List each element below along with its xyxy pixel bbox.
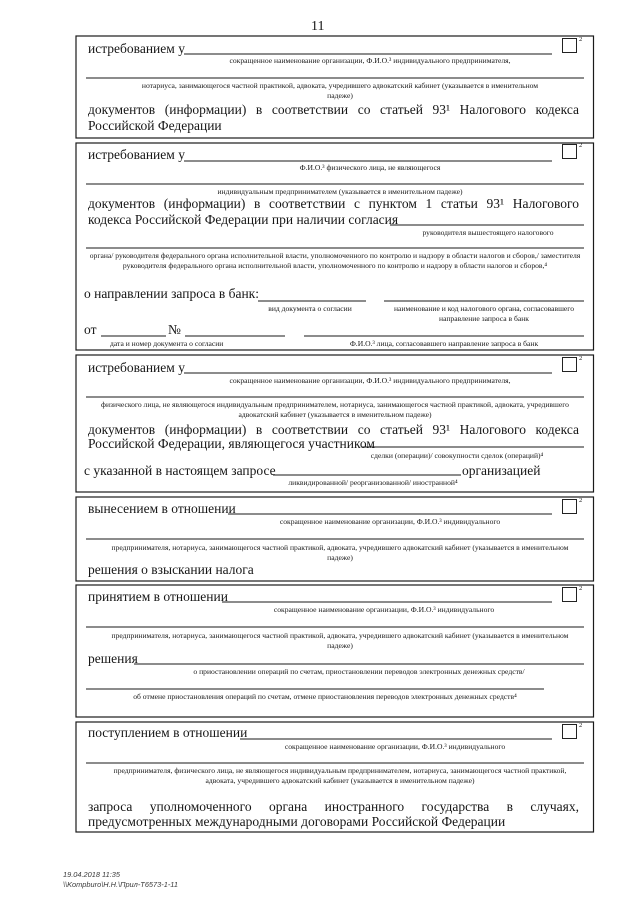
field-hint: предпринимателя, нотариуса, занимающегося частной практикой, адвоката, учредившего адвокатский кабинет (указывается в именительном падеже) xyxy=(111,631,569,650)
body-text: Российской Федерации, являющегося участником xyxy=(88,436,375,451)
field-hint: ликвидированной/ реорганизованной/ иностранной⁴ xyxy=(288,478,458,487)
field-hint: вид документа о согласии xyxy=(268,304,352,313)
field-hint: сокращенное наименование организации, Ф.И.О.³ индивидуального предпринимателя, xyxy=(229,56,511,65)
section-6-checkbox[interactable] xyxy=(562,724,577,739)
body-text: решения о взыскании налога xyxy=(88,562,254,577)
body-text: предусмотренных международными договорами Российской Федерации xyxy=(88,814,506,829)
body-text: документов (информации) в соответствии со статьей 93¹ Налогового кодекса xyxy=(88,102,579,117)
page-number: 11 xyxy=(311,19,325,34)
field-hint: о приостановлении операций по счетам, приостановлении переводов электронных денежных средств/ xyxy=(193,667,525,676)
body-text: документов (информации) в соответствии с пунктом 1 статьи 93¹ Налогового xyxy=(88,196,579,211)
field-hint: органа/ руководителя федерального органа исполнительной власти, уполномоченного по контролю и надзору в области налогов и сборов,/ заместителя руководителя федерального органа исполнительной власти, уполномоченного по контролю и надзору в области налогов и сборов,⁴ xyxy=(89,251,581,270)
section-1-checkbox[interactable] xyxy=(562,38,577,53)
checkbox-footnote: 2 xyxy=(579,142,583,149)
body-text: с указанной в настоящем запросе xyxy=(84,463,276,478)
field-hint: сокращенное наименование организации, Ф.И.О.³ индивидуального xyxy=(279,517,501,526)
field-hint: предпринимателя, физического лица, не являющегося индивидуальным предпринимателем, нотариуса, занимающегося частной практикой, адвоката, учредившего адвокатский кабинет (указывается в именительном падеже) xyxy=(113,766,567,785)
body-text: организацией xyxy=(462,463,541,478)
section-label: истребованием у xyxy=(88,360,185,375)
section-2-checkbox[interactable] xyxy=(562,144,577,159)
field-hint: сокращенное наименование организации, Ф.И.О.³ индивидуального xyxy=(273,605,495,614)
field-hint: сокращенное наименование организации, Ф.И.О.³ индивидуального предпринимателя, xyxy=(229,376,511,385)
field-hint: предпринимателя, нотариуса, занимающегося частной практикой, адвоката, учредившего адвокатский кабинет (указывается в именительном падеже) xyxy=(111,543,569,562)
checkbox-footnote: 2 xyxy=(579,355,583,362)
checkbox-footnote: 2 xyxy=(579,497,583,504)
field-hint: индивидуальным предпринимателем (указывается в именительном падеже) xyxy=(217,187,463,196)
field-hint: руководителя вышестоящего налогового xyxy=(422,228,554,237)
field-hint: об отмене приостановления операций по счетам, отмене приостановления переводов электронных денежных средств⁴ xyxy=(133,692,517,701)
body-text: запроса уполномоченного органа иностранного государства в случаях, xyxy=(88,799,579,814)
section-4-checkbox[interactable] xyxy=(562,499,577,514)
checkbox-footnote: 2 xyxy=(579,585,583,592)
section-label: истребованием у xyxy=(88,41,185,56)
field-hint: нотариуса, занимающегося частной практикой, адвоката, учредившего адвокатский кабинет (указывается в именительном падеже) xyxy=(141,81,539,100)
section-5-checkbox[interactable] xyxy=(562,587,577,602)
section-label: поступлением в отношении xyxy=(88,725,248,740)
body-text: решения xyxy=(88,651,138,666)
field-hint: Ф.И.О.³ физического лица, не являющегося xyxy=(299,163,441,172)
body-text: документов (информации) в соответствии со статьей 93¹ Налогового кодекса xyxy=(88,422,579,437)
body-text: кодекса Российской Федерации при наличии согласия xyxy=(88,212,399,227)
section-label: вынесением в отношении xyxy=(88,501,236,516)
field-hint: сокращенное наименование организации, Ф.И.О.³ индивидуального xyxy=(284,742,506,751)
checkbox-footnote: 2 xyxy=(579,36,583,43)
from-label: от xyxy=(84,322,97,337)
field-hint: наименование и код налогового органа, согласовавшего направление запроса в банк xyxy=(393,304,575,323)
section-label: принятием в отношении xyxy=(88,589,228,604)
section-label: истребованием у xyxy=(88,147,185,162)
field-hint: физического лица, не являющегося индивидуальным предпринимателем, нотариуса, занимающегося частной практикой, адвоката, учредившего адвокатский кабинет (указывается в именительном падеже) xyxy=(101,400,569,419)
field-hint: сделки (операции)/ совокупности сделок (операций)⁴ xyxy=(370,451,544,460)
body-text: Российской Федерации xyxy=(88,118,222,133)
number-label: № xyxy=(168,322,181,337)
field-hint: Ф.И.О.³ лица, согласовавшего направление запроса в банк xyxy=(349,339,539,348)
bank-request-label: о направлении запроса в банк: xyxy=(84,286,259,301)
checkbox-footnote: 2 xyxy=(579,722,583,729)
section-3-checkbox[interactable] xyxy=(562,357,577,372)
field-hint: дата и номер документа о согласии xyxy=(110,339,224,348)
footer-timestamp: 19.04.2018 11:35 xyxy=(63,870,120,879)
footer-file-path: \\Kompburo\Н.Н.\Прил-Т6573-1-11 xyxy=(63,880,178,889)
